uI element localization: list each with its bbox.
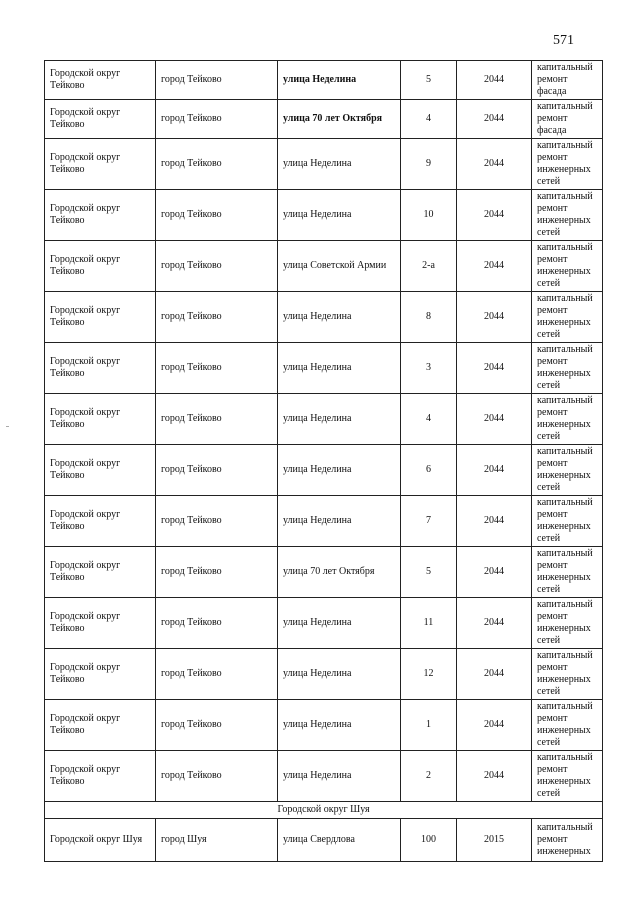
cell-street: улица Советской Армии [278,241,401,292]
cell-district: Городской округ Тейково [45,547,156,598]
cell-house-number: 11 [401,598,457,649]
table-row [45,819,603,862]
cell-house-number: 10 [401,190,457,241]
cell-city: город Тейково [156,292,278,343]
cell-year: 2044 [457,139,532,190]
cell-work-type: капитальный ремонт инженерных сетей [532,649,603,700]
cell-city: город Тейково [156,61,278,100]
table-row [45,190,603,241]
cell-work-type: капитальный ремонт инженерных сетей [532,445,603,496]
cell-house-number: 100 [401,819,457,862]
cell-work-type: капитальный ремонт инженерных сетей [532,751,603,802]
cell-year: 2015 [457,819,532,862]
cell-street: улица Неделина [278,190,401,241]
cell-street: улица 70 лет Октября [278,547,401,598]
cell-street: улица Неделина [278,751,401,802]
repair-schedule-table [44,60,603,862]
cell-street: улица Неделина [278,496,401,547]
cell-street: улица Свердлова [278,819,401,862]
table-row [45,61,603,100]
table-row [45,139,603,190]
cell-city: город Тейково [156,241,278,292]
cell-work-type: капитальный ремонт инженерных сетей [532,190,603,241]
cell-street: улица Неделина [278,394,401,445]
cell-street: улица Неделина [278,598,401,649]
table-body [45,61,603,862]
cell-district: Городской округ Тейково [45,394,156,445]
cell-year: 2044 [457,190,532,241]
cell-work-type: капитальный ремонт инженерных сетей [532,547,603,598]
cell-district: Городской округ Тейково [45,649,156,700]
cell-house-number: 9 [401,139,457,190]
cell-district: Городской округ Шуя [45,819,156,862]
table-row [45,241,603,292]
cell-year: 2044 [457,496,532,547]
cell-house-number: 12 [401,649,457,700]
cell-city: город Тейково [156,649,278,700]
cell-city: город Тейково [156,700,278,751]
cell-year: 2044 [457,700,532,751]
cell-house-number: 3 [401,343,457,394]
cell-house-number: 4 [401,100,457,139]
section-row [45,802,603,819]
cell-street: улица Неделина [278,343,401,394]
cell-year: 2044 [457,598,532,649]
cell-district: Городской округ Тейково [45,190,156,241]
cell-work-type: капитальный ремонт инженерных сетей [532,496,603,547]
cell-year: 2044 [457,394,532,445]
cell-city: город Тейково [156,496,278,547]
cell-house-number: 2-а [401,241,457,292]
cell-house-number: 4 [401,394,457,445]
cell-work-type: капитальный ремонт инженерных [532,819,603,862]
table-row [45,496,603,547]
cell-year: 2044 [457,751,532,802]
table-row [45,394,603,445]
table-row [45,445,603,496]
cell-work-type: капитальный ремонт инженерных сетей [532,139,603,190]
table-row [45,100,603,139]
cell-year: 2044 [457,649,532,700]
cell-district: Городской округ Тейково [45,700,156,751]
cell-street: улица 70 лет Октября [278,100,401,139]
table-row [45,700,603,751]
cell-street: улица Неделина [278,445,401,496]
cell-year: 2044 [457,343,532,394]
cell-year: 2044 [457,445,532,496]
cell-house-number: 8 [401,292,457,343]
cell-street: улица Неделина [278,700,401,751]
table-row [45,598,603,649]
cell-work-type: капитальный ремонт фасада [532,100,603,139]
margin-mark [6,426,9,427]
table-row [45,343,603,394]
cell-district: Городской округ Тейково [45,598,156,649]
cell-district: Городской округ Тейково [45,292,156,343]
cell-city: город Тейково [156,343,278,394]
cell-work-type: капитальный ремонт инженерных сетей [532,700,603,751]
cell-city: город Тейково [156,100,278,139]
cell-year: 2044 [457,292,532,343]
cell-district: Городской округ Тейково [45,445,156,496]
cell-house-number: 2 [401,751,457,802]
cell-district: Городской округ Тейково [45,139,156,190]
cell-house-number: 1 [401,700,457,751]
cell-street: улица Неделина [278,649,401,700]
cell-district: Городской округ Тейково [45,61,156,100]
cell-city: город Тейково [156,445,278,496]
cell-city: город Шуя [156,819,278,862]
cell-street: улица Неделина [278,139,401,190]
cell-district: Городской округ Тейково [45,751,156,802]
cell-city: город Тейково [156,190,278,241]
cell-work-type: капитальный ремонт инженерных сетей [532,241,603,292]
cell-city: город Тейково [156,394,278,445]
cell-city: город Тейково [156,139,278,190]
cell-district: Городской округ Тейково [45,241,156,292]
cell-street: улица Неделина [278,61,401,100]
cell-work-type: капитальный ремонт инженерных сетей [532,292,603,343]
cell-street: улица Неделина [278,292,401,343]
section-header: Городской округ Шуя [45,802,603,819]
table-row [45,649,603,700]
page-number: 571 [553,33,574,48]
cell-district: Городской округ Тейково [45,343,156,394]
cell-house-number: 7 [401,496,457,547]
cell-district: Городской округ Тейково [45,496,156,547]
table-row [45,292,603,343]
cell-work-type: капитальный ремонт инженерных сетей [532,598,603,649]
cell-year: 2044 [457,547,532,598]
table-row [45,547,603,598]
cell-work-type: капитальный ремонт фасада [532,61,603,100]
cell-city: город Тейково [156,751,278,802]
cell-house-number: 6 [401,445,457,496]
cell-year: 2044 [457,61,532,100]
cell-city: город Тейково [156,547,278,598]
cell-house-number: 5 [401,61,457,100]
cell-district: Городской округ Тейково [45,100,156,139]
cell-work-type: капитальный ремонт инженерных сетей [532,394,603,445]
cell-city: город Тейково [156,598,278,649]
cell-year: 2044 [457,100,532,139]
cell-house-number: 5 [401,547,457,598]
cell-year: 2044 [457,241,532,292]
cell-work-type: капитальный ремонт инженерных сетей [532,343,603,394]
table-row [45,751,603,802]
